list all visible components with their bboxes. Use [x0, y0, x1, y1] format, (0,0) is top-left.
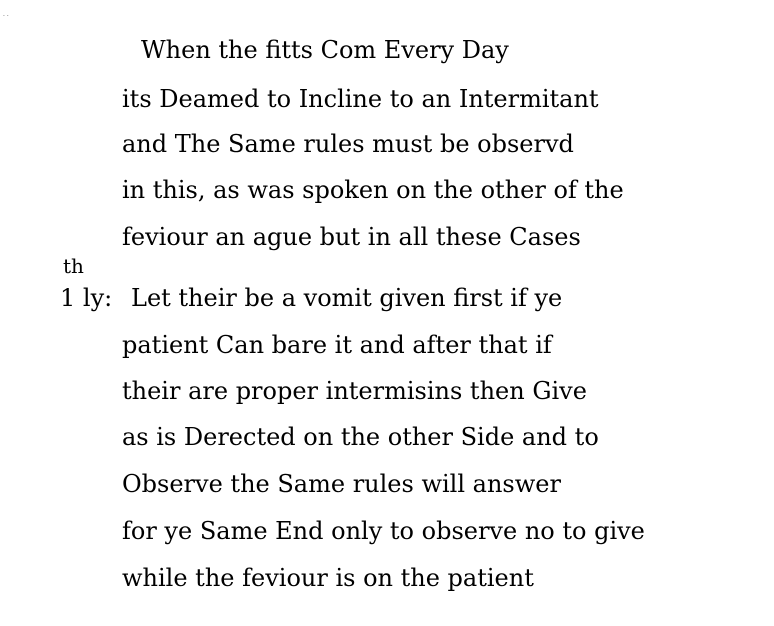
text-line: Let their be a vomit given first if ye [131, 284, 563, 312]
text-line: feviour an ague but in all these Cases [122, 223, 581, 251]
corner-mark: · · [3, 13, 9, 20]
text-line: as is Derected on the other Side and to [122, 423, 599, 451]
text-line: in this, as was spoken on the other of the [122, 176, 624, 204]
text-line: while the feviour is on the patient [122, 564, 534, 592]
text-line: for ye Same End only to observe no to give [122, 517, 645, 545]
text-line: its Deamed to Incline to an Intermitant [122, 85, 599, 113]
text-line: and The Same rules must be observd [122, 130, 574, 158]
text-line: Observe the Same rules will answer [122, 470, 561, 498]
text-line: patient Can bare it and after that if [122, 331, 552, 359]
margin-superscript: th [63, 254, 84, 278]
margin-label: 1 ly: [60, 284, 113, 312]
text-line: When the fitts Com Every Day [141, 36, 509, 64]
text-line: their are proper intermisins then Give [122, 377, 587, 405]
